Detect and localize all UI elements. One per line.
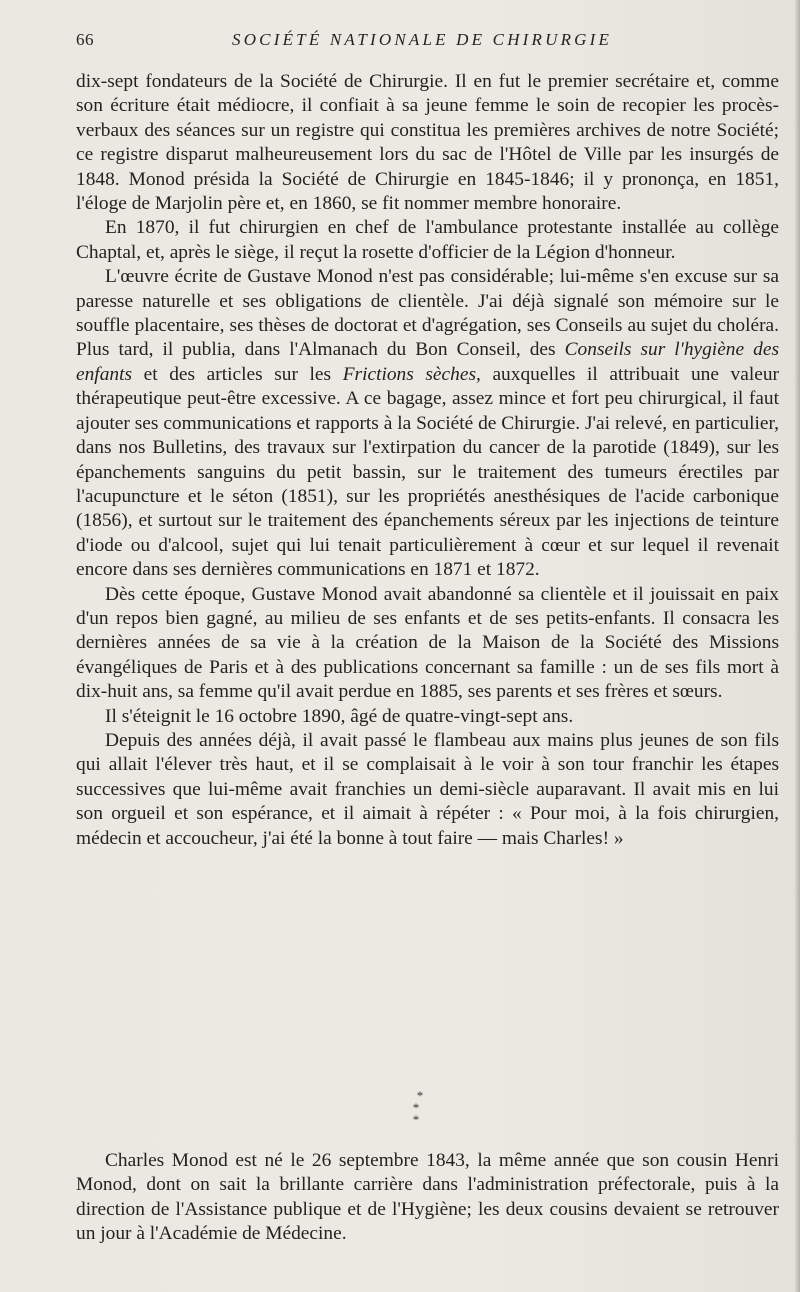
body-text [76,70,779,851]
paragraph: Charles Monod est né le 26 septembre 1843, la même année que son cousin Henri Monod, dont on sait la brillante carrière dans l'administration préfectorale, puis à la direction de l'Assistance publique et de l'Hygiène; les deux cousins devaient se retrouver un jour à l'Académie de Médecine. [76,1150,779,1245]
section-separator [400,1090,440,1126]
running-title: SOCIÉTÉ NATIONALE DE CHIRURGIE [232,30,613,49]
paragraph [76,216,779,265]
page-edge-shadow [794,0,800,1292]
page-header [76,30,772,54]
italic-title: Conseils sur l'hygiène des enfants [76,339,779,385]
paragraph [76,265,779,582]
text-run: Depuis des années déjà, il avait passé le flambeau aux mains plus jeunes de son fils qui allait l'élever très haut, et il se complaisait à le voir à son tour franchir les étapes successives que lui-même avait franchies un demi-siècle auparavant. Il avait mis en lui son orgueil et son espérance, et il aimait à répéter : « Pour moi, à la fois chirurgien, médecin et accoucheur, j'ai été la bonne à tout faire — mais Charles! » [76,729,779,849]
text-run: L'œuvre écrite de Gustave Monod n'est pas considérable; lui-même s'en excuse sur sa paresse naturelle et ses obligations de clientèle. J'ai déjà signalé son mémoire sur le souffle placentaire, ses thèses de doctorat et d'agrégation, ses Conseils au sujet du choléra. Plus tard, il publia, dans l'Almanach du Bon Conseil, des [76,266,779,361]
body-text-section-2 [76,1149,779,1247]
text-run: dix-sept fondateurs de la Société de Chirurgie. Il en fut le premier secrétaire et, comme son écriture était médiocre, il confiait à sa jeune femme le soin de recopier les procès-verbaux des séances sur un registre qui constitua les premières archives de notre Société; ce registre disparut malheureusement lors du sac de l'Hôtel de Ville par les insurgés de 1848. Monod présida la Société de Chirurgie en 1845-1846; il y prononça, en 1851, l'éloge de Marjolin père et, en 1860, se fit nommer membre honoraire. [76,71,779,215]
text-run: et des articles sur les [132,363,343,385]
paragraph [76,705,779,729]
text-run: , auxquelles il attribuait une valeur thérapeutique peut-être excessive. A ce bagage, assez mince et fort peu chirurgical, il faut ajouter ses communications et rapports à la Société de Chirurgie. J'ai relevé, en particulier, dans nos Bulletins, des travaux sur l'extirpation du cancer de la parotide (1849), sur les épanchements sanguins du petit bassin, sur le traitement des tumeurs érectiles par l'acupuncture et le séton (1851), sur les propriétés anesthésiques de l'acide carbonique (1856), et surtout sur le traitement des épanchements séreux par les injections de teinture d'iode ou d'alcool, sujet qui lui tenait particulièrement à cœur et sur lequel il revenait encore dans ses dernières communications en 1871 et 1872. [76,363,779,581]
page-number: 66 [76,30,94,49]
separator-star-top: * [416,1088,424,1103]
separator-stars-bottom: * * [412,1100,428,1127]
text-run: Il s'éteignit le 16 octobre 1890, âgé de quatre-vingt-sept ans. [105,705,574,727]
italic-title: Frictions sèches [342,363,476,385]
paragraph [76,70,779,216]
paragraph [76,583,779,705]
paragraph [76,729,779,851]
text-run: Dès cette époque, Gustave Monod avait abandonné sa clientèle et il jouissait en paix d'un repos bien gagné, au milieu de ses enfants et de ses petits-enfants. Il consacra les dernières années de sa vie à la création de la Maison de la Société des Missions évangéliques de Paris et à des publications concernant sa famille : un de ses fils mort à dix-huit ans, sa femme qu'il avait perdue en 1885, ses parents et ses frères et sœurs. [76,583,779,703]
text-run: En 1870, il fut chirurgien en chef de l'ambulance protestante installée au collège Chaptal, et, après le siège, il reçut la rosette d'officier de la Légion d'honneur. [76,217,779,263]
